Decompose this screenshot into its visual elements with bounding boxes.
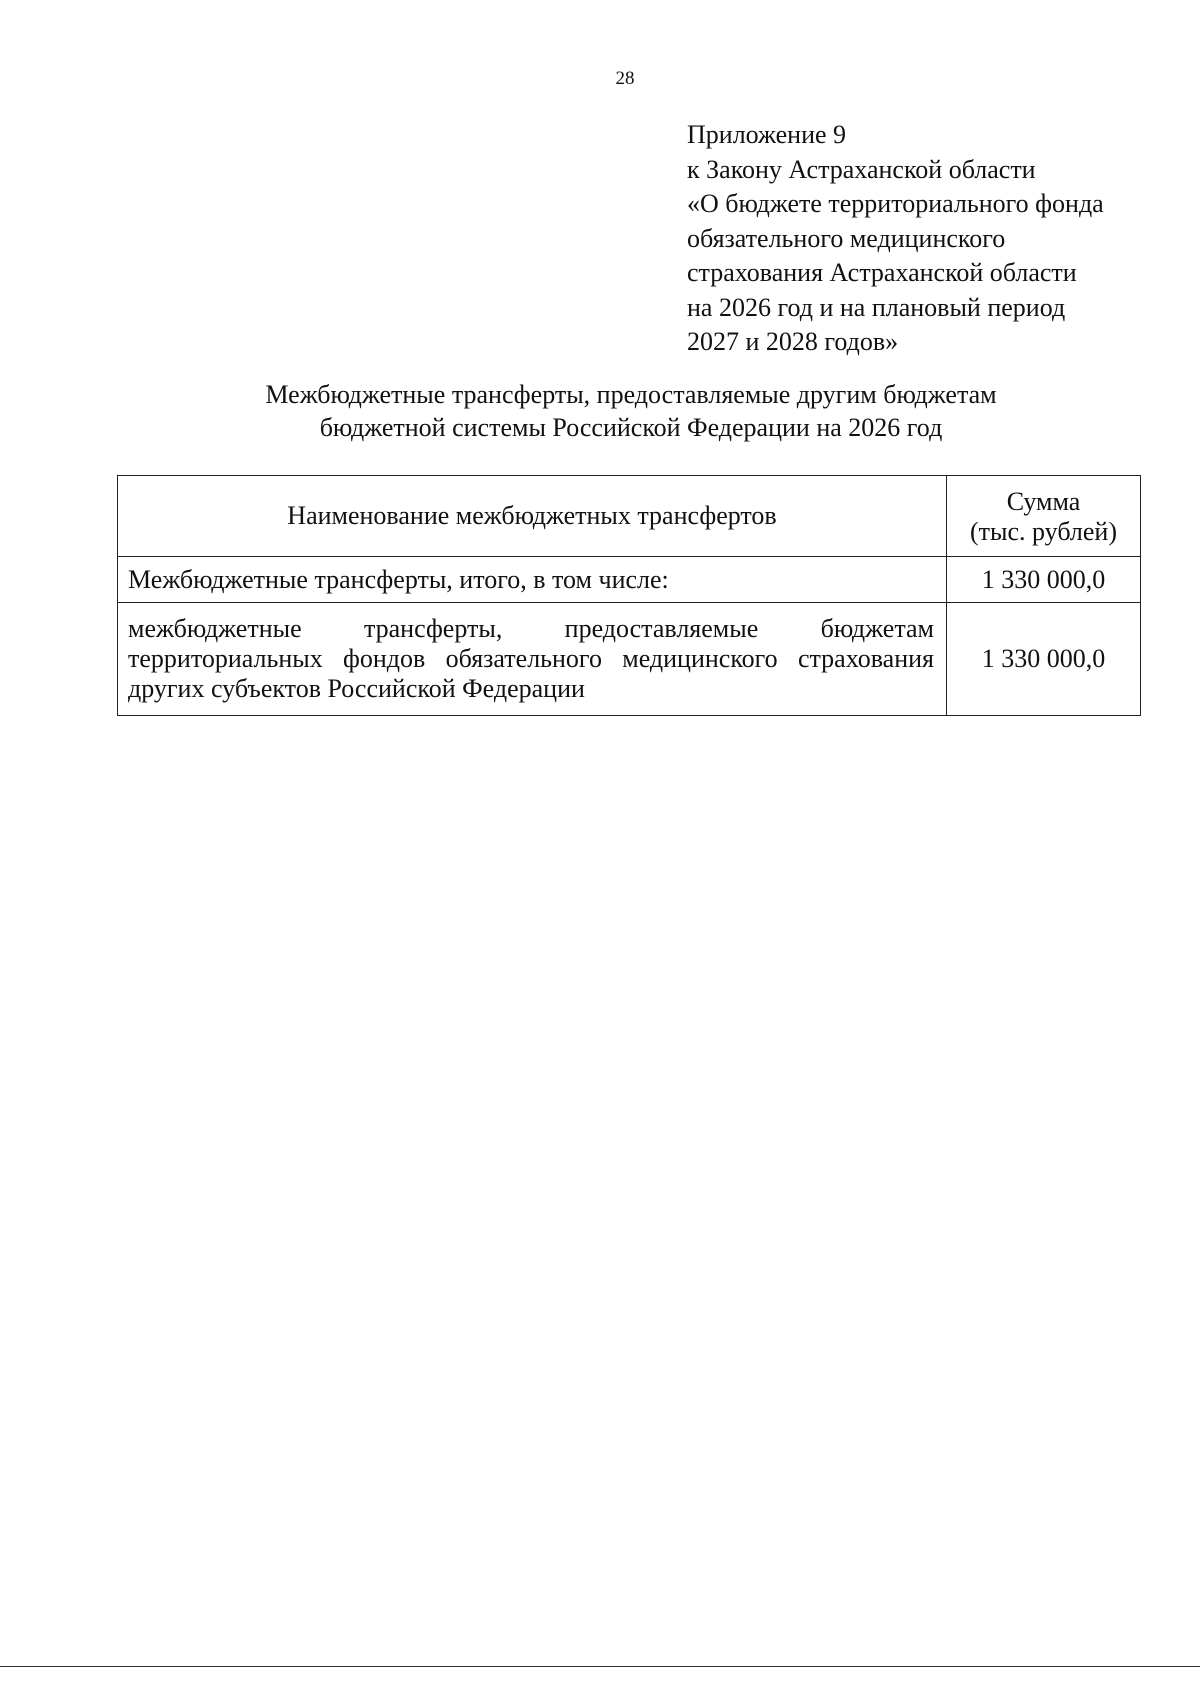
header-sum xyxy=(947,476,1141,557)
appendix-block xyxy=(687,118,1104,360)
title-line-2: бюджетной системы Российской Федерации на 2026 год xyxy=(319,413,943,442)
appendix-line: Приложение 9 xyxy=(687,120,847,149)
header-sum-line-2: (тыс. рублей) xyxy=(969,516,1117,546)
transfers-table xyxy=(117,475,1141,716)
table-row xyxy=(118,557,1141,603)
appendix-line: 2027 и 2028 годов» xyxy=(687,327,899,356)
document-title xyxy=(120,378,1142,444)
row-sum: 1 330 000,0 xyxy=(947,557,1141,603)
table-row xyxy=(118,603,1141,716)
title-line-1: Межбюджетные трансферты, предоставляемые другим бюджетам xyxy=(265,380,997,409)
appendix-line: страхования Астраханской области xyxy=(687,258,1077,287)
appendix-line: обязательного медицинского xyxy=(687,223,1006,253)
appendix-line: «О бюджете территориального фонда xyxy=(687,189,1104,218)
row-name: Межбюджетные трансферты, итого, в том числе: xyxy=(118,557,947,603)
appendix-line: к Закону Астраханской области xyxy=(687,154,1036,184)
page-number: 28 xyxy=(615,68,635,89)
row-name: межбюджетные трансферты, предоставляемые бюджетам территориальных фондов обязательного медицинского страхования других субъектов Российской Федерации xyxy=(118,603,947,716)
row-sum: 1 330 000,0 xyxy=(947,603,1141,716)
footer-divider xyxy=(0,1666,1200,1667)
header-sum-line-1: Сумма xyxy=(1006,486,1081,516)
table-header-row xyxy=(118,476,1141,557)
header-name: Наименование межбюджетных трансфертов xyxy=(118,476,947,557)
appendix-line: на 2026 год и на плановый период xyxy=(687,292,1066,322)
